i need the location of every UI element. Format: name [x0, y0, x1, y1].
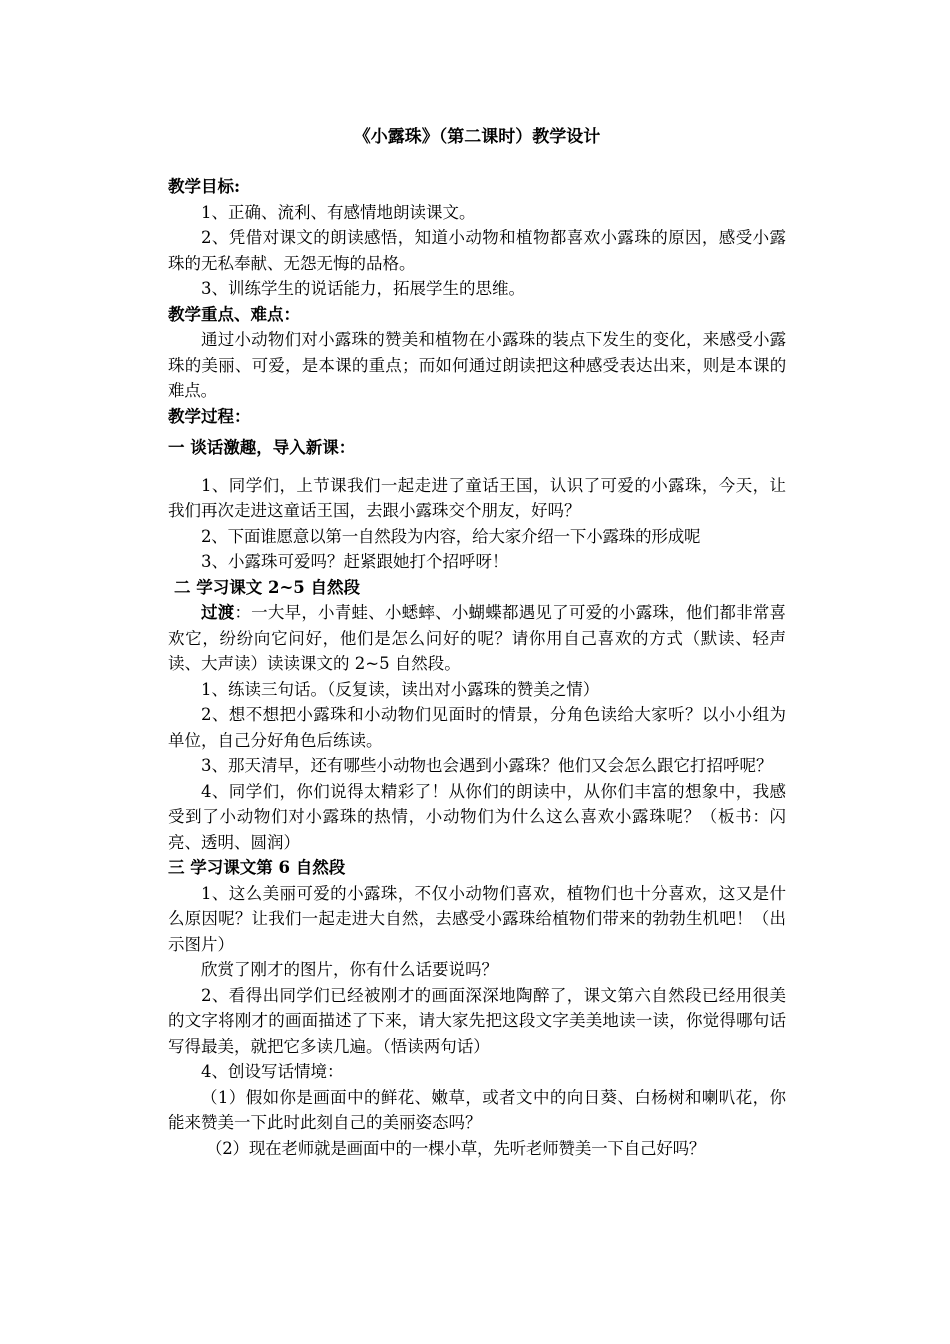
goal-item: 1、正确、流利、有感情地朗读课文。: [201, 202, 476, 222]
section1-heading: 一 谈话激趣，导入新课：: [168, 438, 356, 457]
section2-item: 4、同学们，你们说得太精彩了！从你们的朗读中，从你们丰富的想象中，我感受到了小动物们对小露珠的热情，小动物们为什么这么喜欢小露珠呢？（板书：闪亮、透明、圆润）: [168, 781, 786, 852]
section2-item: 3、那天清早，还有哪些小动物也会遇到小露珠？他们又会怎么跟它打招呼呢？: [201, 756, 773, 775]
section3-item: 1、这么美丽可爱的小露珠，不仅小动物们喜欢，植物们也十分喜欢，这又是什么原因呢？让我们一起走进大自然，去感受小露珠给植物们带来的勃勃生机吧！（出示图片）: [168, 883, 786, 954]
goals-heading: 教学目标:: [168, 177, 241, 196]
section3-item: 2、看得出同学们已经被刚才的画面深深地陶醉了，课文第六自然段已经用很美的文字将刚才的画面描述了下来，请大家先把这段文字美美地读一读，你觉得哪句话写得最美，就把它多读几遍。（悟读两句话）: [168, 985, 786, 1056]
section1-item: 2、下面谁愿意以第一自然段为内容，给大家介绍一下小露珠的形成呢: [201, 526, 701, 546]
document-page: [168, 124, 786, 1161]
section2-item: 2、想不想把小露珠和小动物们见面时的情景，分角色读给大家听？以小小组为单位，自己分好角色后练读。: [168, 705, 786, 750]
section3-heading: 三 学习课文第 6 自然段: [168, 858, 346, 877]
section2-item: 1、练读三句话。（反复读，读出对小露珠的赞美之情）: [201, 679, 600, 699]
transition-label: 过渡: [201, 603, 235, 622]
goal-item: 3、训练学生的说话能力，拓展学生的思维。: [201, 279, 525, 298]
section2-heading: 二 学习课文 2~5 自然段: [174, 577, 361, 597]
goal-item: 2、凭借对课文的朗读感悟，知道小动物和植物都喜欢小露珠的原因，感受小露珠的无私奉献、无怨无悔的品格。: [168, 228, 786, 273]
key-points-heading: 教学重点、难点：: [168, 304, 300, 324]
section3-item: 欣赏了刚才的图片，你有什么话要说吗？: [201, 960, 498, 979]
section2-transition: [168, 600, 786, 677]
section1-item: 3、小露珠可爱吗？赶紧跟她打个招呼呀！: [201, 552, 509, 571]
key-points-text: 通过小动物们对小露珠的赞美和植物在小露珠的装点下发生的变化，来感受小露珠的美丽、可爱，是本课的重点；而如何通过朗读把这种感受表达出来，则是本课的难点。: [168, 330, 786, 400]
section1-item: 1、同学们，上节课我们一起走进了童话王国，认识了可爱的小露珠，今天，让我们再次走进这童话王国，去跟小露珠交个朋友，好吗？: [168, 475, 786, 520]
section3-item: （2）现在老师就是画面中的一棵小草，先听老师赞美一下自己好吗？: [205, 1138, 706, 1158]
transition-text: ：一大早，小青蛙、小蟋蟀、小蝴蝶都遇见了可爱的小露珠，他们都非常喜欢它，纷纷向它问好，他们是怎么问好的呢？请你用自己喜欢的方式（默读、轻声读、大声读）读读课文的 2~5 自然段。: [168, 603, 787, 673]
process-heading: 教学过程：: [168, 406, 251, 426]
section3-item: 4、创设写话情境：: [201, 1062, 344, 1081]
section3-item: （1）假如你是画面中的鲜花、嫩草，或者文中的向日葵、白杨树和喇叭花，你能来赞美一下此时此刻自己的美丽姿态吗？: [168, 1087, 786, 1132]
document-title: 《小露珠》（第二课时）教学设计: [353, 127, 601, 147]
